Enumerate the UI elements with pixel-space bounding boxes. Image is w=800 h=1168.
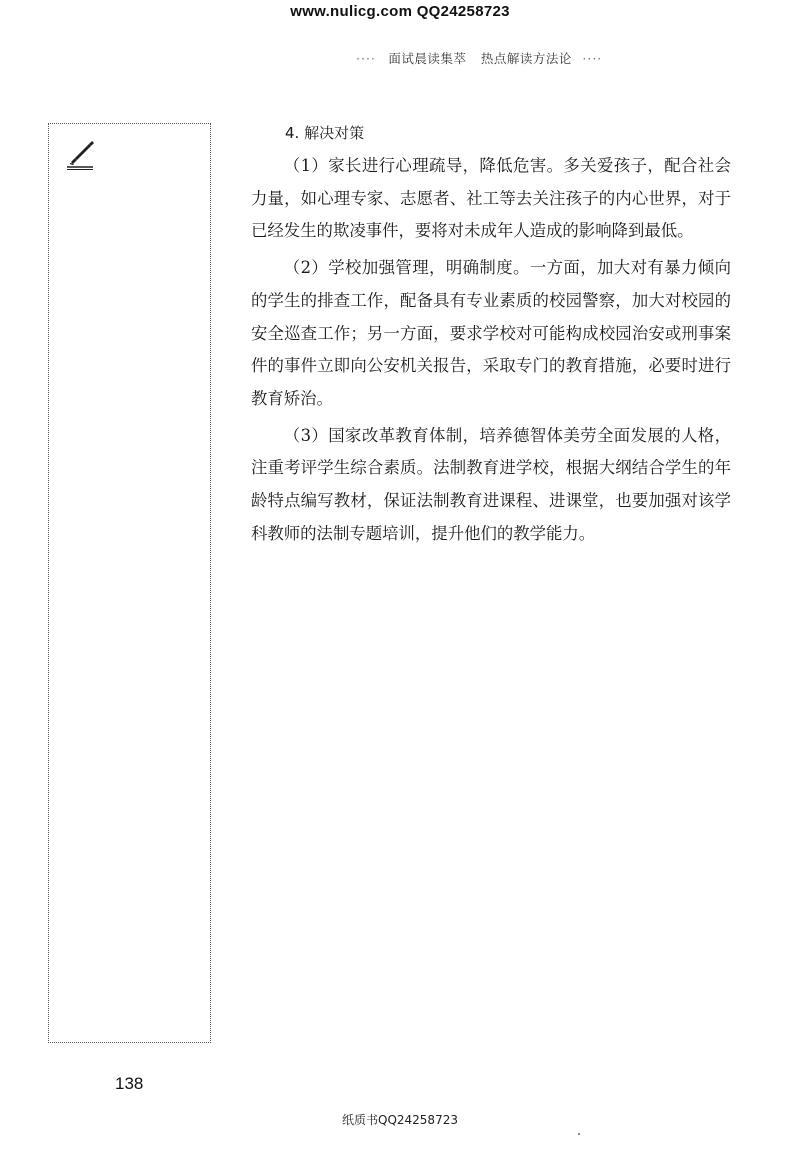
notes-margin-box [48, 123, 211, 1043]
scan-speck [578, 1133, 580, 1135]
pencil-icon [67, 140, 99, 170]
header-book-title: 面试晨读集萃 [388, 51, 467, 66]
header-section-title: 热点解读方法论 [480, 51, 572, 66]
page-number: 138 [115, 1074, 144, 1093]
bottom-watermark: 纸质书QQ24258723 [342, 1113, 458, 1127]
section-heading: 4. 解决对策 [285, 124, 365, 142]
header-leading-dots: ···· [356, 51, 376, 66]
top-watermark: www.nulicg.com QQ24258723 [290, 3, 510, 20]
paragraph-2: （2）学校加强管理，明确制度。一方面，加大对有暴力倾向的学生的排查工作，配备具有专业素质的校园警察，加大对校园的安全巡查工作；另一方面，要求学校对可能构成校园治安或刑事案件的事件立即向公安机关报告，采取专门的教育措施，必要时进行教育矫治。 [251, 258, 731, 408]
header-trailing-dots: ···· [582, 51, 603, 66]
running-header [356, 49, 602, 67]
paragraph-3: （3）国家改革教育体制，培养德智体美劳全面发展的人格，注重考评学生综合素质。法制教育进学校，根据大纲结合学生的年龄特点编写教材，保证法制教育进课程、进课堂，也要加强对该学科教师的法制专题培训，提升他们的教学能力。 [251, 425, 731, 543]
paragraph-1: （1）家长进行心理疏导，降低危害。多关爱孩子，配合社会力量，如心理专家、志愿者、社工等去关注孩子的内心世界，对于已经发生的欺凌事件，要将对未成年人造成的影响降到最低。 [251, 156, 731, 241]
main-content [251, 120, 731, 554]
